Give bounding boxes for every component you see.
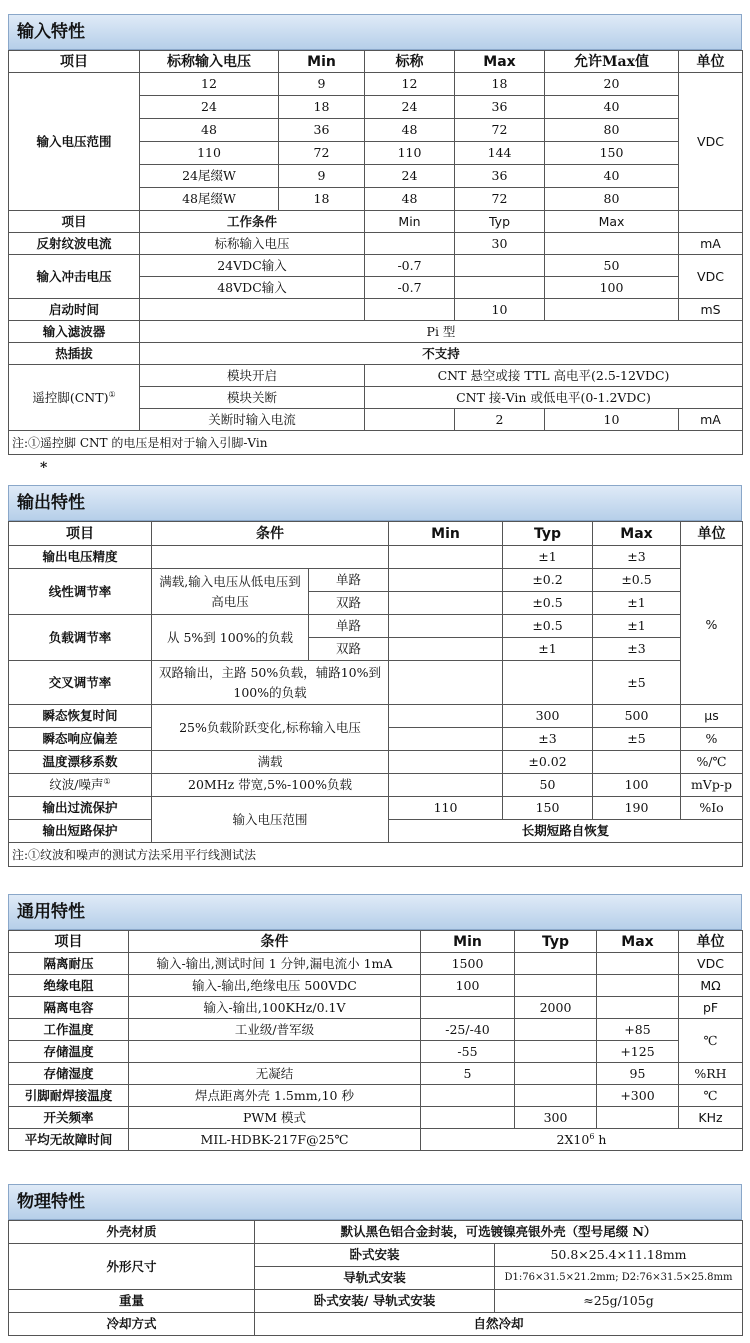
- cell: [515, 1019, 597, 1041]
- cell: [515, 1041, 597, 1063]
- cell: 10: [455, 299, 545, 321]
- cell: ±0.5: [593, 569, 681, 592]
- cell: 30: [455, 233, 545, 255]
- cell: [389, 661, 503, 705]
- cell: CNT 悬空或接 TTL 高电平(2.5-12VDC): [365, 365, 743, 387]
- mtbf-exponent: 6: [589, 1131, 595, 1141]
- row-label: 交叉调节率: [9, 661, 152, 705]
- cell: ±1: [593, 592, 681, 615]
- cell: ≈25g/105g: [495, 1290, 743, 1313]
- cell: 48: [365, 188, 455, 211]
- row-label: 隔离耐压: [9, 953, 129, 975]
- cell: 48: [365, 119, 455, 142]
- header-cell: 项目: [9, 51, 140, 73]
- cell: 500: [593, 705, 681, 728]
- cell: 36: [279, 119, 365, 142]
- cell: 50.8×25.4×11.18mm: [495, 1244, 743, 1267]
- input-section-title: 输入特性: [8, 14, 742, 50]
- header-cell: 项目: [9, 522, 152, 546]
- table-row: [9, 1221, 743, 1244]
- table-row: [9, 705, 743, 728]
- output-table: [8, 521, 743, 867]
- cell: [515, 1085, 597, 1107]
- row-label: 温度漂移系数: [9, 751, 152, 774]
- cell: [365, 409, 455, 431]
- cell: 从 5%到 100%的负载: [152, 615, 309, 661]
- footnote: 注:①纹波和噪声的测试方法采用平行线测试法: [9, 843, 743, 867]
- table-row: [9, 1129, 743, 1151]
- cell: μs: [681, 705, 743, 728]
- cell: [389, 592, 503, 615]
- cell: VDC: [679, 255, 743, 299]
- table-row: [9, 233, 743, 255]
- cell: ℃: [679, 1085, 743, 1107]
- cell: ±0.5: [503, 615, 593, 638]
- cell: 24: [365, 96, 455, 119]
- cell: Pi 型: [140, 321, 743, 343]
- cell: 72: [455, 119, 545, 142]
- cell: 20MHz 带宽,5%-100%负载: [152, 774, 389, 797]
- cell: 2000: [515, 997, 597, 1019]
- cell: [389, 638, 503, 661]
- row-label: 重量: [9, 1290, 255, 1313]
- table-row: [9, 751, 743, 774]
- cell: 72: [455, 188, 545, 211]
- cell: MIL-HDBK-217F@25℃: [129, 1129, 421, 1151]
- cell: mA: [679, 233, 743, 255]
- cell: 自然冷却: [255, 1313, 743, 1336]
- cell: ±3: [593, 638, 681, 661]
- cell: 9: [279, 73, 365, 96]
- header-cell: 项目: [9, 211, 140, 233]
- cell: 导轨式安装: [255, 1267, 495, 1290]
- cell: VDC: [679, 953, 743, 975]
- cell: 80: [545, 188, 679, 211]
- physical-section: [8, 1184, 742, 1336]
- row-label: 瞬态恢复时间: [9, 705, 152, 728]
- cell: ℃: [679, 1019, 743, 1063]
- table-row: [9, 569, 743, 592]
- cell: 50: [503, 774, 593, 797]
- row-label: 负载调节率: [9, 615, 152, 661]
- general-section-title: 通用特性: [8, 894, 742, 930]
- row-label: 隔离电容: [9, 997, 129, 1019]
- cell: 12: [365, 73, 455, 96]
- cell: ±3: [503, 728, 593, 751]
- row-label: 输入冲击电压: [9, 255, 140, 299]
- table-row: [9, 1107, 743, 1129]
- cell: 双路输出，主路 50%负载，辅路10%到 100%的负载: [152, 661, 389, 705]
- table-row: [9, 953, 743, 975]
- row-label: 启动时间: [9, 299, 140, 321]
- row-label: 输出过流保护: [9, 797, 152, 820]
- cell: -25/-40: [421, 1019, 515, 1041]
- cell: -0.7: [365, 255, 455, 277]
- header-cell: 条件: [129, 931, 421, 953]
- input-table: [8, 50, 743, 455]
- mtbf-suffix: h: [594, 1131, 607, 1147]
- cell: KHz: [679, 1107, 743, 1129]
- table-row: [9, 1290, 743, 1313]
- row-label: 冷却方式: [9, 1313, 255, 1336]
- cell: +125: [597, 1041, 679, 1063]
- cell: 100: [545, 277, 679, 299]
- footnote-mark: ①: [103, 776, 111, 786]
- table-row: [9, 211, 743, 233]
- header-cell: 单位: [679, 931, 743, 953]
- cell: [389, 569, 503, 592]
- cell: 80: [545, 119, 679, 142]
- noise-label: 纹波/噪声: [49, 777, 104, 792]
- row-label: 绝缘电阻: [9, 975, 129, 997]
- output-section: [8, 485, 742, 867]
- header-cell: Typ: [455, 211, 545, 233]
- cell: 190: [593, 797, 681, 820]
- cell: 95: [597, 1063, 679, 1085]
- cell: ±5: [593, 661, 681, 705]
- table-row: [9, 615, 743, 638]
- cell: [152, 546, 389, 569]
- input-section: [8, 14, 742, 455]
- cell: [515, 975, 597, 997]
- table-row: [9, 997, 743, 1019]
- cell: 24尾缀W: [140, 165, 279, 188]
- header-cell: Min: [389, 522, 503, 546]
- cell: 单路: [309, 615, 389, 638]
- cell: -0.7: [365, 277, 455, 299]
- header-cell: 标称: [365, 51, 455, 73]
- cell: 输入电压范围: [152, 797, 389, 843]
- cell: 144: [455, 142, 545, 165]
- cell: 24VDC输入: [140, 255, 365, 277]
- cell: [503, 661, 593, 705]
- cell: 默认黑色铝合金封装，可选镀镍亮银外壳（型号尾缀 N）: [255, 1221, 743, 1244]
- remote-label: 遥控脚(CNT): [32, 389, 109, 405]
- table-row: [9, 1041, 743, 1063]
- table-row: [9, 1313, 743, 1336]
- cell: 9: [279, 165, 365, 188]
- cell: [365, 233, 455, 255]
- header-cell: 工作条件: [140, 211, 365, 233]
- cell: 满载,输入电压从低电压到高电压: [152, 569, 309, 615]
- cell: [389, 751, 503, 774]
- asterisk-mark: *: [40, 460, 48, 476]
- cell: 单路: [309, 569, 389, 592]
- table-row: [9, 661, 743, 705]
- cell: 模块关断: [140, 387, 365, 409]
- cell: 18: [279, 188, 365, 211]
- cell: MΩ: [679, 975, 743, 997]
- cell: 72: [279, 142, 365, 165]
- header-cell: 单位: [681, 522, 743, 546]
- table-row: [9, 255, 743, 277]
- cell: [597, 953, 679, 975]
- mtbf-value: 2X10: [556, 1131, 590, 1147]
- cell: 24: [140, 96, 279, 119]
- cell: ±0.02: [503, 751, 593, 774]
- cell: 100: [593, 774, 681, 797]
- cell: [389, 705, 503, 728]
- cell: [515, 1063, 597, 1085]
- cell: ±0.5: [503, 592, 593, 615]
- general-section: [8, 894, 742, 1151]
- row-label: 开关频率: [9, 1107, 129, 1129]
- cell: -55: [421, 1041, 515, 1063]
- table-row: [9, 843, 743, 867]
- cell: ±5: [593, 728, 681, 751]
- cell: [421, 997, 515, 1019]
- cell: [389, 546, 503, 569]
- table-row: [9, 431, 743, 455]
- cell: 110: [389, 797, 503, 820]
- header-cell: Max: [545, 211, 679, 233]
- cell: 双路: [309, 638, 389, 661]
- table-row: [9, 1019, 743, 1041]
- table-row: [9, 522, 743, 546]
- cell: 10: [545, 409, 679, 431]
- row-label: 存储湿度: [9, 1063, 129, 1085]
- cell: 150: [503, 797, 593, 820]
- cell: [129, 1041, 421, 1063]
- cell: 不支持: [140, 343, 743, 365]
- cell: [421, 1085, 515, 1107]
- header-cell: Typ: [503, 522, 593, 546]
- cell: [597, 975, 679, 997]
- cell: ±1: [503, 638, 593, 661]
- cell: D1:76×31.5×21.2mm; D2:76×31.5×25.8mm: [495, 1267, 743, 1290]
- cell: pF: [679, 997, 743, 1019]
- header-cell: 单位: [679, 51, 743, 73]
- cell: 20: [545, 73, 679, 96]
- row-label: [9, 365, 140, 431]
- row-label: 输出电压精度: [9, 546, 152, 569]
- table-row: [9, 975, 743, 997]
- cell: 25%负载阶跃变化,标称输入电压: [152, 705, 389, 751]
- cell: %/℃: [681, 751, 743, 774]
- cell: ±1: [593, 615, 681, 638]
- cell: ±0.2: [503, 569, 593, 592]
- table-row: [9, 797, 743, 820]
- table-row: [9, 299, 743, 321]
- row-label: 热插拔: [9, 343, 140, 365]
- row-label: 存储温度: [9, 1041, 129, 1063]
- header-cell: 允许Max值: [545, 51, 679, 73]
- cell: +300: [597, 1085, 679, 1107]
- cell: ±1: [503, 546, 593, 569]
- cell: CNT 接-Vin 或低电平(0-1.2VDC): [365, 387, 743, 409]
- header-cell: [679, 211, 743, 233]
- row-label: 引脚耐焊接温度: [9, 1085, 129, 1107]
- cell: [389, 774, 503, 797]
- table-row: [9, 343, 743, 365]
- cell: 卧式安装/ 导轨式安装: [255, 1290, 495, 1313]
- header-cell: 项目: [9, 931, 129, 953]
- row-label: 外壳材质: [9, 1221, 255, 1244]
- table-row: [9, 1085, 743, 1107]
- row-label: 输出短路保护: [9, 820, 152, 843]
- header-cell: 标称输入电压: [140, 51, 279, 73]
- cell: 110: [365, 142, 455, 165]
- header-cell: Min: [279, 51, 365, 73]
- cell: [365, 299, 455, 321]
- row-label: 平均无故障时间: [9, 1129, 129, 1151]
- range-label: 输入电压范围: [9, 73, 140, 211]
- cell: [455, 277, 545, 299]
- cell: [389, 728, 503, 751]
- physical-section-title: 物理特性: [8, 1184, 742, 1220]
- table-row: [9, 931, 743, 953]
- cell: [515, 953, 597, 975]
- cell: [389, 615, 503, 638]
- cell: 48尾缀W: [140, 188, 279, 211]
- cell: [545, 233, 679, 255]
- cell: 长期短路自恢复: [389, 820, 743, 843]
- cell: %: [681, 546, 743, 705]
- table-row: [9, 546, 743, 569]
- cell: 100: [421, 975, 515, 997]
- physical-table: [8, 1220, 743, 1336]
- header-cell: Min: [365, 211, 455, 233]
- row-label: 输入滤波器: [9, 321, 140, 343]
- cell: 1500: [421, 953, 515, 975]
- row-label: 外形尺寸: [9, 1244, 255, 1290]
- table-row: [9, 365, 743, 387]
- footnote-mark: ①: [108, 389, 116, 399]
- header-cell: Typ: [515, 931, 597, 953]
- cell: [593, 751, 681, 774]
- cell: 48VDC输入: [140, 277, 365, 299]
- table-row: [9, 73, 743, 96]
- cell: 12: [140, 73, 279, 96]
- cell: 24: [365, 165, 455, 188]
- cell: 模块开启: [140, 365, 365, 387]
- cell: mVp-p: [681, 774, 743, 797]
- cell: 300: [503, 705, 593, 728]
- cell: 18: [455, 73, 545, 96]
- cell: 40: [545, 165, 679, 188]
- cell: 300: [515, 1107, 597, 1129]
- cell: 输入-输出,测试时间 1 分钟,漏电流小 1mA: [129, 953, 421, 975]
- cell: [597, 1107, 679, 1129]
- output-section-title: 输出特性: [8, 485, 742, 521]
- table-row: [9, 321, 743, 343]
- range-unit: VDC: [679, 73, 743, 211]
- footnote: 注:①遥控脚 CNT 的电压是相对于输入引脚-Vin: [9, 431, 743, 455]
- cell: 工业级/普军级: [129, 1019, 421, 1041]
- table-row: [9, 774, 743, 797]
- header-cell: Max: [597, 931, 679, 953]
- cell: 40: [545, 96, 679, 119]
- cell: [421, 1129, 743, 1151]
- header-cell: Max: [593, 522, 681, 546]
- cell: 5: [421, 1063, 515, 1085]
- cell: mS: [679, 299, 743, 321]
- table-row: [9, 1063, 743, 1085]
- cell: 18: [279, 96, 365, 119]
- cell: 标称输入电压: [140, 233, 365, 255]
- cell: +85: [597, 1019, 679, 1041]
- cell: [545, 299, 679, 321]
- cell: 双路: [309, 592, 389, 615]
- row-label: 工作温度: [9, 1019, 129, 1041]
- cell: 36: [455, 96, 545, 119]
- cell: 150: [545, 142, 679, 165]
- row-label: 瞬态响应偏差: [9, 728, 152, 751]
- cell: 110: [140, 142, 279, 165]
- cell: 50: [545, 255, 679, 277]
- table-row: [9, 1244, 743, 1267]
- row-label: 线性调节率: [9, 569, 152, 615]
- row-label: 反射纹波电流: [9, 233, 140, 255]
- row-label: [9, 774, 152, 797]
- cell: [140, 299, 365, 321]
- cell: 关断时输入电流: [140, 409, 365, 431]
- cell: %: [681, 728, 743, 751]
- cell: 卧式安装: [255, 1244, 495, 1267]
- cell: 2: [455, 409, 545, 431]
- cell: 输入-输出,绝缘电压 500VDC: [129, 975, 421, 997]
- cell: 焊点距离外壳 1.5mm,10 秒: [129, 1085, 421, 1107]
- header-cell: Min: [421, 931, 515, 953]
- cell: PWM 模式: [129, 1107, 421, 1129]
- cell: 满载: [152, 751, 389, 774]
- table-row: [9, 51, 743, 73]
- cell: mA: [679, 409, 743, 431]
- cell: 48: [140, 119, 279, 142]
- cell: ±3: [593, 546, 681, 569]
- cell: [421, 1107, 515, 1129]
- cell: 输入-输出,100KHz/0.1V: [129, 997, 421, 1019]
- header-cell: Max: [455, 51, 545, 73]
- cell: [597, 997, 679, 1019]
- header-cell: 条件: [152, 522, 389, 546]
- cell: [455, 255, 545, 277]
- general-table: [8, 930, 743, 1151]
- cell: %RH: [679, 1063, 743, 1085]
- cell: 36: [455, 165, 545, 188]
- cell: 无凝结: [129, 1063, 421, 1085]
- cell: %Io: [681, 797, 743, 820]
